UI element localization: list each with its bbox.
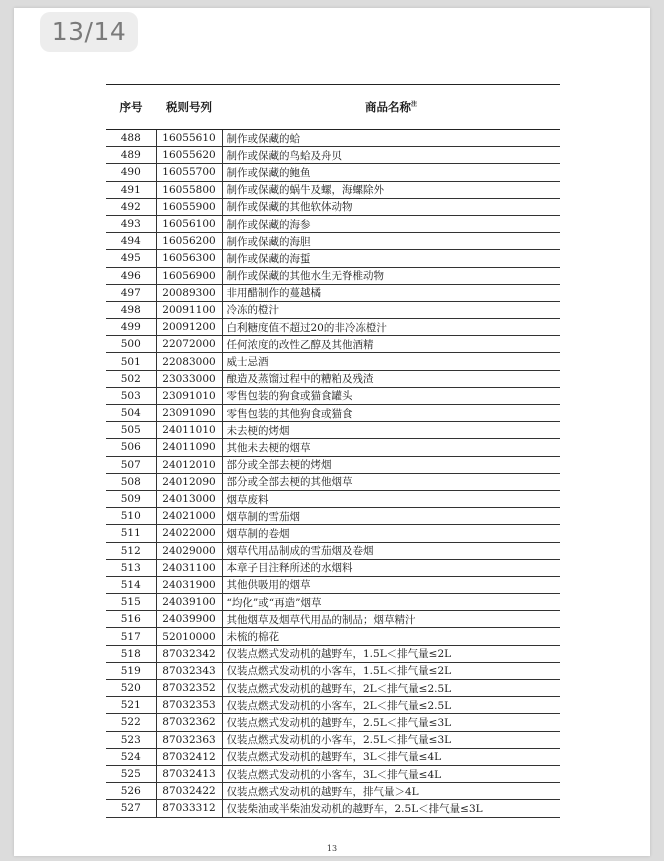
table-header-row	[106, 85, 560, 130]
product-name: 仅装点燃式发动机的越野车，排气量＞4L	[222, 783, 560, 800]
row-number: 524	[106, 748, 156, 765]
product-name: 仅装点燃式发动机的小客车，2L＜排气量≤2.5L	[222, 697, 560, 714]
table-row	[106, 319, 560, 336]
row-number: 513	[106, 559, 156, 576]
row-number: 504	[106, 405, 156, 422]
tariff-code: 87032342	[156, 645, 222, 662]
product-name: 仅装点燃式发动机的越野车，2L＜排气量≤2.5L	[222, 680, 560, 697]
column-header-no: 序号	[106, 85, 156, 130]
row-number: 489	[106, 147, 156, 164]
row-number: 523	[106, 731, 156, 748]
tariff-code: 87032412	[156, 748, 222, 765]
row-number: 522	[106, 714, 156, 731]
tariff-code: 16055620	[156, 147, 222, 164]
product-name: 白利糖度值不超过20的非冷冻橙汁	[222, 319, 560, 336]
table-row	[106, 508, 560, 525]
tariff-code: 24011090	[156, 439, 222, 456]
row-number: 505	[106, 422, 156, 439]
product-name: 仅装柴油或半柴油发动机的越野车，2.5L＜排气量≤3L	[222, 800, 560, 817]
product-name: 制作或保藏的鲍鱼	[222, 164, 560, 181]
row-number: 490	[106, 164, 156, 181]
table-row	[106, 662, 560, 679]
row-number: 526	[106, 783, 156, 800]
row-number: 488	[106, 130, 156, 147]
product-name: 零售包装的狗食或猫食罐头	[222, 387, 560, 404]
tariff-code: 52010000	[156, 628, 222, 645]
table-row	[106, 645, 560, 662]
table-row	[106, 628, 560, 645]
row-number: 503	[106, 387, 156, 404]
page-number: 13	[326, 844, 338, 853]
table-row	[106, 800, 560, 817]
tariff-code: 16055800	[156, 181, 222, 198]
tariff-table	[106, 84, 560, 818]
row-number: 515	[106, 594, 156, 611]
table-row	[106, 422, 560, 439]
product-name: 制作或保藏的其他水生无脊椎动物	[222, 267, 560, 284]
table-row	[106, 405, 560, 422]
row-number: 499	[106, 319, 156, 336]
column-header-name: 商品名称$^注$	[222, 85, 560, 130]
product-name: 未梳的棉花	[222, 628, 560, 645]
product-name: 制作或保藏的海胆	[222, 233, 560, 250]
product-name: 制作或保藏的蜗牛及螺，海螺除外	[222, 181, 560, 198]
product-name: 仅装点燃式发动机的越野车，3L＜排气量≤4L	[222, 748, 560, 765]
row-number: 501	[106, 353, 156, 370]
product-name: 制作或保藏的海参	[222, 215, 560, 232]
product-name: 制作或保藏的其他软体动物	[222, 198, 560, 215]
row-number: 521	[106, 697, 156, 714]
product-name: 仅装点燃式发动机的小客车，2.5L＜排气量≤3L	[222, 731, 560, 748]
column-header-code: 税则号列	[156, 85, 222, 130]
table-row	[106, 147, 560, 164]
row-number: 493	[106, 215, 156, 232]
product-name: 部分或全部去梗的其他烟草	[222, 473, 560, 490]
tariff-code: 87032422	[156, 783, 222, 800]
product-name: 其他未去梗的烟草	[222, 439, 560, 456]
product-name: 威士忌酒	[222, 353, 560, 370]
tariff-code: 87032413	[156, 765, 222, 782]
table-row	[106, 215, 560, 232]
table-row	[106, 198, 560, 215]
table-row	[106, 542, 560, 559]
product-name: 制作或保藏的蛤	[222, 130, 560, 147]
row-number: 500	[106, 336, 156, 353]
row-number: 498	[106, 301, 156, 318]
table-row	[106, 765, 560, 782]
tariff-code: 24013000	[156, 490, 222, 507]
table-row	[106, 336, 560, 353]
row-number: 502	[106, 370, 156, 387]
tariff-code: 16056900	[156, 267, 222, 284]
row-number: 511	[106, 525, 156, 542]
tariff-code: 24029000	[156, 542, 222, 559]
tariff-code: 24039900	[156, 611, 222, 628]
tariff-code: 87032362	[156, 714, 222, 731]
table-row	[106, 181, 560, 198]
row-number: 508	[106, 473, 156, 490]
row-number: 494	[106, 233, 156, 250]
table-row	[106, 559, 560, 576]
tariff-code: 16055900	[156, 198, 222, 215]
tariff-code: 24031100	[156, 559, 222, 576]
table-row	[106, 301, 560, 318]
table-row	[106, 233, 560, 250]
product-name: 仅装点燃式发动机的越野车，1.5L＜排气量≤2L	[222, 645, 560, 662]
row-number: 518	[106, 645, 156, 662]
tariff-code: 16056200	[156, 233, 222, 250]
row-number: 496	[106, 267, 156, 284]
tariff-code: 16055700	[156, 164, 222, 181]
tariff-code: 22072000	[156, 336, 222, 353]
row-number: 495	[106, 250, 156, 267]
tariff-code: 24039100	[156, 594, 222, 611]
tariff-code: 24022000	[156, 525, 222, 542]
product-name: 其他供吸用的烟草	[222, 576, 560, 593]
product-name: 烟草代用品制成的雪茄烟及卷烟	[222, 542, 560, 559]
tariff-code: 87032353	[156, 697, 222, 714]
table-row	[106, 576, 560, 593]
product-name: 部分或全部去梗的烤烟	[222, 456, 560, 473]
product-name: 仅装点燃式发动机的越野车，2.5L＜排气量≤3L	[222, 714, 560, 731]
product-name: 烟草废料	[222, 490, 560, 507]
table-row	[106, 439, 560, 456]
tariff-code: 16055610	[156, 130, 222, 147]
row-number: 512	[106, 542, 156, 559]
tariff-code: 22083000	[156, 353, 222, 370]
table-row	[106, 611, 560, 628]
tariff-code: 20091200	[156, 319, 222, 336]
row-number: 519	[106, 662, 156, 679]
table-row	[106, 164, 560, 181]
table-row	[106, 697, 560, 714]
header-footnote-mark: 注	[410, 101, 417, 109]
table-row	[106, 714, 560, 731]
row-number: 507	[106, 456, 156, 473]
table-row	[106, 353, 560, 370]
table-row	[106, 456, 560, 473]
product-name: 烟草制的雪茄烟	[222, 508, 560, 525]
table-row	[106, 387, 560, 404]
tariff-code: 24031900	[156, 576, 222, 593]
tariff-code: 24011010	[156, 422, 222, 439]
table-row	[106, 783, 560, 800]
tariff-code: 16056100	[156, 215, 222, 232]
row-number: 514	[106, 576, 156, 593]
table-row	[106, 370, 560, 387]
row-number: 520	[106, 680, 156, 697]
tariff-code: 20091100	[156, 301, 222, 318]
product-name: 其他烟草及烟草代用品的制品；烟草精汁	[222, 611, 560, 628]
row-number: 506	[106, 439, 156, 456]
tariff-code: 24012090	[156, 473, 222, 490]
tariff-code: 87033312	[156, 800, 222, 817]
table-row	[106, 525, 560, 542]
table-row	[106, 748, 560, 765]
table-body	[106, 130, 560, 818]
table-row	[106, 490, 560, 507]
tariff-code: 24012010	[156, 456, 222, 473]
product-name: 酿造及蒸馏过程中的糟粕及残渣	[222, 370, 560, 387]
product-name: 冷冻的橙汁	[222, 301, 560, 318]
product-name: 制作或保藏的鸟蛤及舟贝	[222, 147, 560, 164]
document-page[interactable]	[14, 8, 650, 856]
row-number: 509	[106, 490, 156, 507]
row-number: 497	[106, 284, 156, 301]
page-counter-badge: 13/14	[40, 12, 138, 52]
tariff-code: 87032343	[156, 662, 222, 679]
table-row	[106, 594, 560, 611]
row-number: 525	[106, 765, 156, 782]
row-number: 492	[106, 198, 156, 215]
table-row	[106, 473, 560, 490]
tariff-code: 20089300	[156, 284, 222, 301]
row-number: 517	[106, 628, 156, 645]
product-name: 仅装点燃式发动机的小客车，1.5L＜排气量≤2L	[222, 662, 560, 679]
tariff-code: 24021000	[156, 508, 222, 525]
tariff-code: 16056300	[156, 250, 222, 267]
row-number: 516	[106, 611, 156, 628]
tariff-code: 87032352	[156, 680, 222, 697]
tariff-code: 87032363	[156, 731, 222, 748]
table-row	[106, 267, 560, 284]
table-row	[106, 284, 560, 301]
table-row	[106, 250, 560, 267]
product-name: 任何浓度的改性乙醇及其他酒精	[222, 336, 560, 353]
product-name: 非用醋制作的蔓越橘	[222, 284, 560, 301]
tariff-code: 23033000	[156, 370, 222, 387]
product-name: 未去梗的烤烟	[222, 422, 560, 439]
product-name: “均化”或“再造”烟草	[222, 594, 560, 611]
product-name: 本章子目注释所述的水烟料	[222, 559, 560, 576]
tariff-code: 23091010	[156, 387, 222, 404]
row-number: 491	[106, 181, 156, 198]
product-name: 零售包装的其他狗食或猫食	[222, 405, 560, 422]
table-row	[106, 130, 560, 147]
product-name: 制作或保藏的海蜇	[222, 250, 560, 267]
product-name: 仅装点燃式发动机的小客车，3L＜排气量≤4L	[222, 765, 560, 782]
row-number: 510	[106, 508, 156, 525]
product-name: 烟草制的卷烟	[222, 525, 560, 542]
tariff-code: 23091090	[156, 405, 222, 422]
table-row	[106, 680, 560, 697]
table-row	[106, 731, 560, 748]
row-number: 527	[106, 800, 156, 817]
